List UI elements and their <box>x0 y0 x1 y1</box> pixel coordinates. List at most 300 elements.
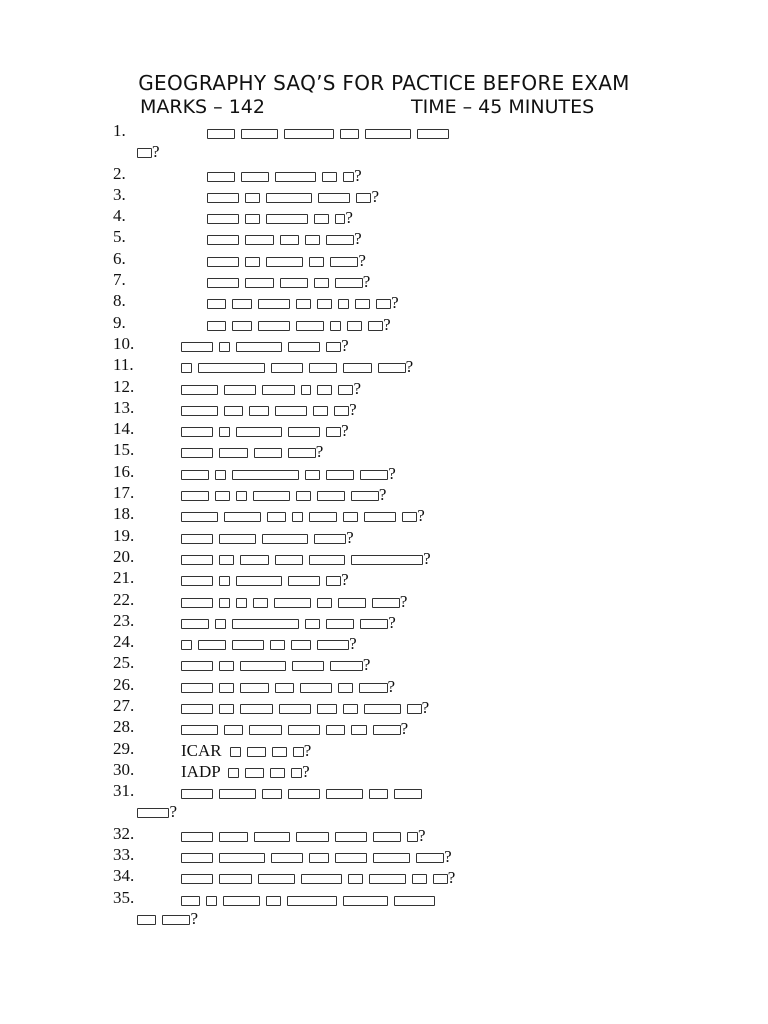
unrendered-word <box>198 363 265 373</box>
question-number: 31. <box>113 781 135 801</box>
unrendered-word <box>207 193 239 203</box>
unrendered-word <box>181 470 209 480</box>
unrendered-word <box>279 704 311 714</box>
unrendered-word <box>309 512 337 522</box>
question-text <box>207 292 687 313</box>
unrendered-word <box>240 683 268 693</box>
question-mark: ? <box>378 485 387 505</box>
question-number: 30. <box>113 759 135 779</box>
unrendered-word <box>335 832 367 842</box>
unrendered-word <box>313 406 328 416</box>
question-number: 29. <box>113 738 135 758</box>
unrendered-word <box>305 470 320 480</box>
unrendered-word <box>359 683 387 693</box>
unrendered-word <box>219 832 247 842</box>
unrendered-word <box>296 491 311 501</box>
unrendered-word <box>402 512 417 522</box>
question-item <box>0 463 768 484</box>
unrendered-word <box>215 470 226 480</box>
question-item <box>0 548 768 569</box>
unrendered-word <box>271 363 303 373</box>
unrendered-word <box>137 148 152 158</box>
unrendered-word <box>219 598 230 608</box>
unrendered-word <box>280 278 308 288</box>
question-mark: ? <box>362 272 371 292</box>
unrendered-word <box>262 385 294 395</box>
unrendered-word <box>245 214 260 224</box>
question-item <box>0 867 768 888</box>
question-text-continued <box>137 143 160 160</box>
unrendered-word <box>215 619 226 629</box>
question-item <box>0 335 768 356</box>
question-number: 9. <box>113 312 126 332</box>
question-number: 11. <box>113 355 134 375</box>
question-mark: ? <box>358 250 366 270</box>
question-mark: ? <box>341 421 349 441</box>
unrendered-word <box>207 321 226 331</box>
unrendered-word <box>236 342 282 352</box>
question-text <box>181 356 681 377</box>
unrendered-word <box>207 235 239 245</box>
question-mark: ? <box>417 825 426 845</box>
question-text <box>181 633 681 654</box>
question-item <box>0 207 768 228</box>
unrendered-word <box>253 598 268 608</box>
unrendered-word <box>326 470 354 480</box>
unrendered-word <box>330 257 358 267</box>
question-item <box>0 292 768 313</box>
question-text <box>181 569 681 590</box>
question-mark: ? <box>421 698 430 718</box>
question-number: 27. <box>113 696 135 716</box>
unrendered-word <box>356 193 371 203</box>
unrendered-word <box>288 427 320 437</box>
question-mark: ? <box>388 463 396 483</box>
unrendered-word <box>317 704 336 714</box>
unrendered-word <box>266 257 303 267</box>
question-text <box>207 207 687 228</box>
question-mark: ? <box>152 142 160 161</box>
unrendered-word <box>291 768 302 778</box>
question-mark: ? <box>399 591 408 611</box>
question-number: 3. <box>113 184 126 204</box>
question-mark: ? <box>341 570 349 590</box>
unrendered-word <box>224 406 243 416</box>
unrendered-word <box>236 491 247 501</box>
unrendered-word <box>181 448 213 458</box>
unrendered-word <box>181 661 213 671</box>
question-text <box>207 314 687 335</box>
question-text <box>181 718 681 739</box>
question-number: 10. <box>113 333 135 353</box>
question-number: 5. <box>113 227 126 247</box>
unrendered-word <box>198 640 226 650</box>
question-mark: ? <box>354 229 362 249</box>
unrendered-word <box>240 661 286 671</box>
unrendered-word <box>181 427 213 437</box>
question-mark: ? <box>391 293 399 313</box>
unrendered-word <box>318 193 350 203</box>
unrendered-word <box>245 278 273 288</box>
question-text <box>181 484 681 505</box>
unrendered-word <box>373 725 401 735</box>
unrendered-word <box>378 363 406 373</box>
unrendered-word <box>181 406 218 416</box>
question-item <box>0 399 768 420</box>
unrendered-word <box>407 704 422 714</box>
question-number: 23. <box>113 610 135 630</box>
question-number: 28. <box>113 717 135 737</box>
unrendered-word <box>317 491 345 501</box>
unrendered-word <box>368 321 383 331</box>
unrendered-word <box>219 661 234 671</box>
unrendered-word <box>181 512 218 522</box>
unrendered-word <box>181 832 213 842</box>
question-mark: ? <box>371 186 380 206</box>
unrendered-word <box>137 808 169 818</box>
unrendered-word <box>373 832 401 842</box>
question-mark: ? <box>423 548 431 568</box>
question-text <box>181 612 681 633</box>
unrendered-word <box>230 747 241 757</box>
unrendered-word <box>343 704 358 714</box>
unrendered-word <box>326 576 341 586</box>
unrendered-word <box>272 747 287 757</box>
question-latin-term: IADP <box>181 761 225 781</box>
unrendered-word <box>207 257 239 267</box>
unrendered-word <box>137 915 156 925</box>
unrendered-word <box>219 789 256 799</box>
unrendered-word <box>373 853 410 863</box>
unrendered-word <box>288 789 320 799</box>
unrendered-word <box>284 129 334 139</box>
unrendered-word <box>245 235 273 245</box>
question-latin-term: ICAR <box>181 740 226 760</box>
question-number: 14. <box>113 419 135 439</box>
unrendered-word <box>369 789 388 799</box>
unrendered-word <box>236 427 282 437</box>
unrendered-word <box>207 214 239 224</box>
page-title: GEOGRAPHY SAQ’S FOR PACTICE BEFORE EXAM <box>138 71 630 95</box>
question-text <box>181 676 681 697</box>
question-number: 35. <box>113 887 135 907</box>
unrendered-word <box>338 598 366 608</box>
unrendered-word <box>181 555 213 565</box>
unrendered-word <box>305 619 320 629</box>
question-list <box>0 122 768 931</box>
unrendered-word <box>280 235 299 245</box>
question-text <box>181 441 681 462</box>
question-number: 2. <box>113 163 126 183</box>
unrendered-word <box>219 448 247 458</box>
question-item <box>0 825 768 846</box>
unrendered-word <box>219 342 230 352</box>
unrendered-word <box>249 406 268 416</box>
unrendered-word <box>232 299 251 309</box>
unrendered-word <box>288 448 316 458</box>
unrendered-word <box>181 896 200 906</box>
unrendered-word <box>343 896 389 906</box>
question-number: 26. <box>113 674 135 694</box>
unrendered-word <box>181 534 213 544</box>
unrendered-word <box>309 853 328 863</box>
unrendered-word <box>224 512 261 522</box>
unrendered-word <box>181 683 213 693</box>
question-number: 18. <box>113 504 135 524</box>
unrendered-word <box>253 491 290 501</box>
unrendered-word <box>275 683 294 693</box>
unrendered-word <box>292 661 324 671</box>
unrendered-word <box>376 299 391 309</box>
question-mark: ? <box>303 740 312 760</box>
unrendered-word <box>340 129 359 139</box>
question-item <box>0 356 768 377</box>
unrendered-word <box>181 704 213 714</box>
unrendered-word <box>287 896 337 906</box>
question-item <box>0 569 768 590</box>
unrendered-word <box>207 299 226 309</box>
unrendered-word <box>351 725 366 735</box>
unrendered-word <box>232 321 251 331</box>
unrendered-word <box>219 874 251 884</box>
unrendered-word <box>232 619 299 629</box>
unrendered-word <box>219 534 256 544</box>
question-item <box>0 612 768 633</box>
question-text <box>181 399 681 420</box>
question-text <box>181 697 681 718</box>
unrendered-word <box>335 278 363 288</box>
question-text <box>207 250 687 271</box>
unrendered-word <box>326 789 363 799</box>
question-item <box>0 441 768 462</box>
unrendered-word <box>330 661 362 671</box>
question-number: 20. <box>113 546 135 566</box>
question-mark: ? <box>346 527 354 547</box>
question-text <box>181 782 681 803</box>
unrendered-word <box>372 598 400 608</box>
question-number: 1. <box>113 121 126 140</box>
question-text <box>181 761 681 782</box>
question-item <box>0 484 768 505</box>
question-text-continued <box>137 910 198 927</box>
question-item <box>0 378 768 399</box>
question-item <box>0 676 768 697</box>
unrendered-word <box>181 598 213 608</box>
question-number: 8. <box>113 291 126 311</box>
question-item <box>0 782 768 825</box>
unrendered-word <box>215 491 230 501</box>
question-number: 34. <box>113 866 135 886</box>
question-item <box>0 527 768 548</box>
question-text <box>207 228 687 249</box>
question-item <box>0 250 768 271</box>
unrendered-word <box>317 385 332 395</box>
question-text <box>181 463 681 484</box>
question-mark: ? <box>341 335 349 355</box>
question-text <box>181 378 681 399</box>
question-number: 22. <box>113 589 135 609</box>
question-text <box>181 527 681 548</box>
question-item <box>0 761 768 782</box>
unrendered-word <box>228 768 239 778</box>
question-text <box>181 867 681 888</box>
unrendered-word <box>348 874 363 884</box>
unrendered-word <box>292 512 303 522</box>
unrendered-word <box>326 427 341 437</box>
unrendered-word <box>347 321 362 331</box>
unrendered-word <box>343 363 371 373</box>
question-item <box>0 591 768 612</box>
question-mark: ? <box>383 314 391 334</box>
question-text-continued <box>137 803 177 820</box>
unrendered-word <box>326 235 354 245</box>
question-mark: ? <box>345 208 353 228</box>
unrendered-word <box>394 896 435 906</box>
question-text <box>207 186 687 207</box>
unrendered-word <box>296 832 328 842</box>
unrendered-word <box>288 342 320 352</box>
unrendered-word <box>322 172 337 182</box>
unrendered-word <box>314 278 329 288</box>
question-number: 32. <box>113 823 135 843</box>
unrendered-word <box>271 853 303 863</box>
question-mark: ? <box>362 655 371 675</box>
unrendered-word <box>338 299 349 309</box>
unrendered-word <box>254 448 282 458</box>
unrendered-word <box>236 576 282 586</box>
question-mark: ? <box>400 719 409 739</box>
unrendered-word <box>262 789 281 799</box>
unrendered-word <box>181 385 218 395</box>
unrendered-word <box>181 619 209 629</box>
question-text <box>181 505 681 526</box>
unrendered-word <box>247 747 266 757</box>
unrendered-word <box>296 299 311 309</box>
unrendered-word <box>245 768 264 778</box>
question-mark: ? <box>388 612 396 632</box>
unrendered-word <box>296 321 324 331</box>
unrendered-word <box>241 172 269 182</box>
unrendered-word <box>305 235 320 245</box>
question-number: 33. <box>113 845 135 865</box>
unrendered-word <box>338 683 353 693</box>
unrendered-word <box>355 299 370 309</box>
question-text <box>207 271 687 292</box>
unrendered-word <box>433 874 448 884</box>
unrendered-word <box>219 576 230 586</box>
unrendered-word <box>181 853 213 863</box>
unrendered-word <box>223 896 260 906</box>
question-number: 25. <box>113 653 135 673</box>
question-item <box>0 889 768 932</box>
unrendered-word <box>232 640 264 650</box>
unrendered-word <box>326 619 354 629</box>
unrendered-word <box>394 789 422 799</box>
unrendered-word <box>162 915 190 925</box>
question-item <box>0 505 768 526</box>
marks-label: MARKS – 142 <box>140 96 265 118</box>
question-mark: ? <box>349 399 357 419</box>
unrendered-word <box>245 257 260 267</box>
unrendered-word <box>232 470 299 480</box>
time-label: TIME – 45 MINUTES <box>411 96 595 118</box>
unrendered-word <box>309 363 337 373</box>
question-number: 7. <box>113 270 126 290</box>
unrendered-word <box>412 874 427 884</box>
unrendered-word <box>249 725 281 735</box>
unrendered-word <box>326 725 345 735</box>
question-number: 17. <box>113 483 135 503</box>
unrendered-word <box>364 512 396 522</box>
question-text <box>207 165 687 186</box>
question-item <box>0 740 768 761</box>
question-mark: ? <box>354 165 362 185</box>
unrendered-word <box>219 427 230 437</box>
unrendered-word <box>275 172 316 182</box>
unrendered-word <box>219 853 265 863</box>
unrendered-word <box>266 193 312 203</box>
unrendered-word <box>300 683 332 693</box>
question-mark: ? <box>349 634 357 654</box>
unrendered-word <box>181 491 209 501</box>
question-mark: ? <box>417 506 425 526</box>
unrendered-word <box>343 172 354 182</box>
question-text <box>181 654 681 675</box>
question-mark: ? <box>387 676 396 696</box>
question-item <box>0 420 768 441</box>
unrendered-word <box>240 555 268 565</box>
question-item <box>0 633 768 654</box>
unrendered-word <box>258 321 290 331</box>
question-number: 24. <box>113 632 135 652</box>
unrendered-word <box>338 385 353 395</box>
unrendered-word <box>236 598 247 608</box>
unrendered-word <box>181 789 213 799</box>
unrendered-word <box>181 640 192 650</box>
question-text <box>181 591 681 612</box>
unrendered-word <box>224 725 243 735</box>
unrendered-word <box>343 512 358 522</box>
question-text <box>181 889 681 910</box>
unrendered-word <box>266 896 281 906</box>
question-mark: ? <box>447 868 456 888</box>
question-mark: ? <box>302 761 310 781</box>
unrendered-word <box>330 321 341 331</box>
question-number: 16. <box>113 461 135 481</box>
unrendered-word <box>262 534 308 544</box>
question-item <box>0 697 768 718</box>
unrendered-word <box>181 725 218 735</box>
unrendered-word <box>207 278 239 288</box>
unrendered-word <box>181 363 192 373</box>
unrendered-word <box>267 512 286 522</box>
unrendered-word <box>258 874 295 884</box>
question-mark: ? <box>315 442 324 462</box>
question-mark: ? <box>405 357 414 377</box>
unrendered-word <box>219 704 234 714</box>
unrendered-word <box>317 598 332 608</box>
question-item <box>0 314 768 335</box>
question-text <box>181 825 681 846</box>
unrendered-word <box>335 853 367 863</box>
unrendered-word <box>301 874 342 884</box>
unrendered-word <box>219 555 234 565</box>
unrendered-word <box>351 491 379 501</box>
unrendered-word <box>207 129 235 139</box>
question-number: 13. <box>113 397 135 417</box>
unrendered-word <box>334 406 349 416</box>
unrendered-word <box>360 470 388 480</box>
